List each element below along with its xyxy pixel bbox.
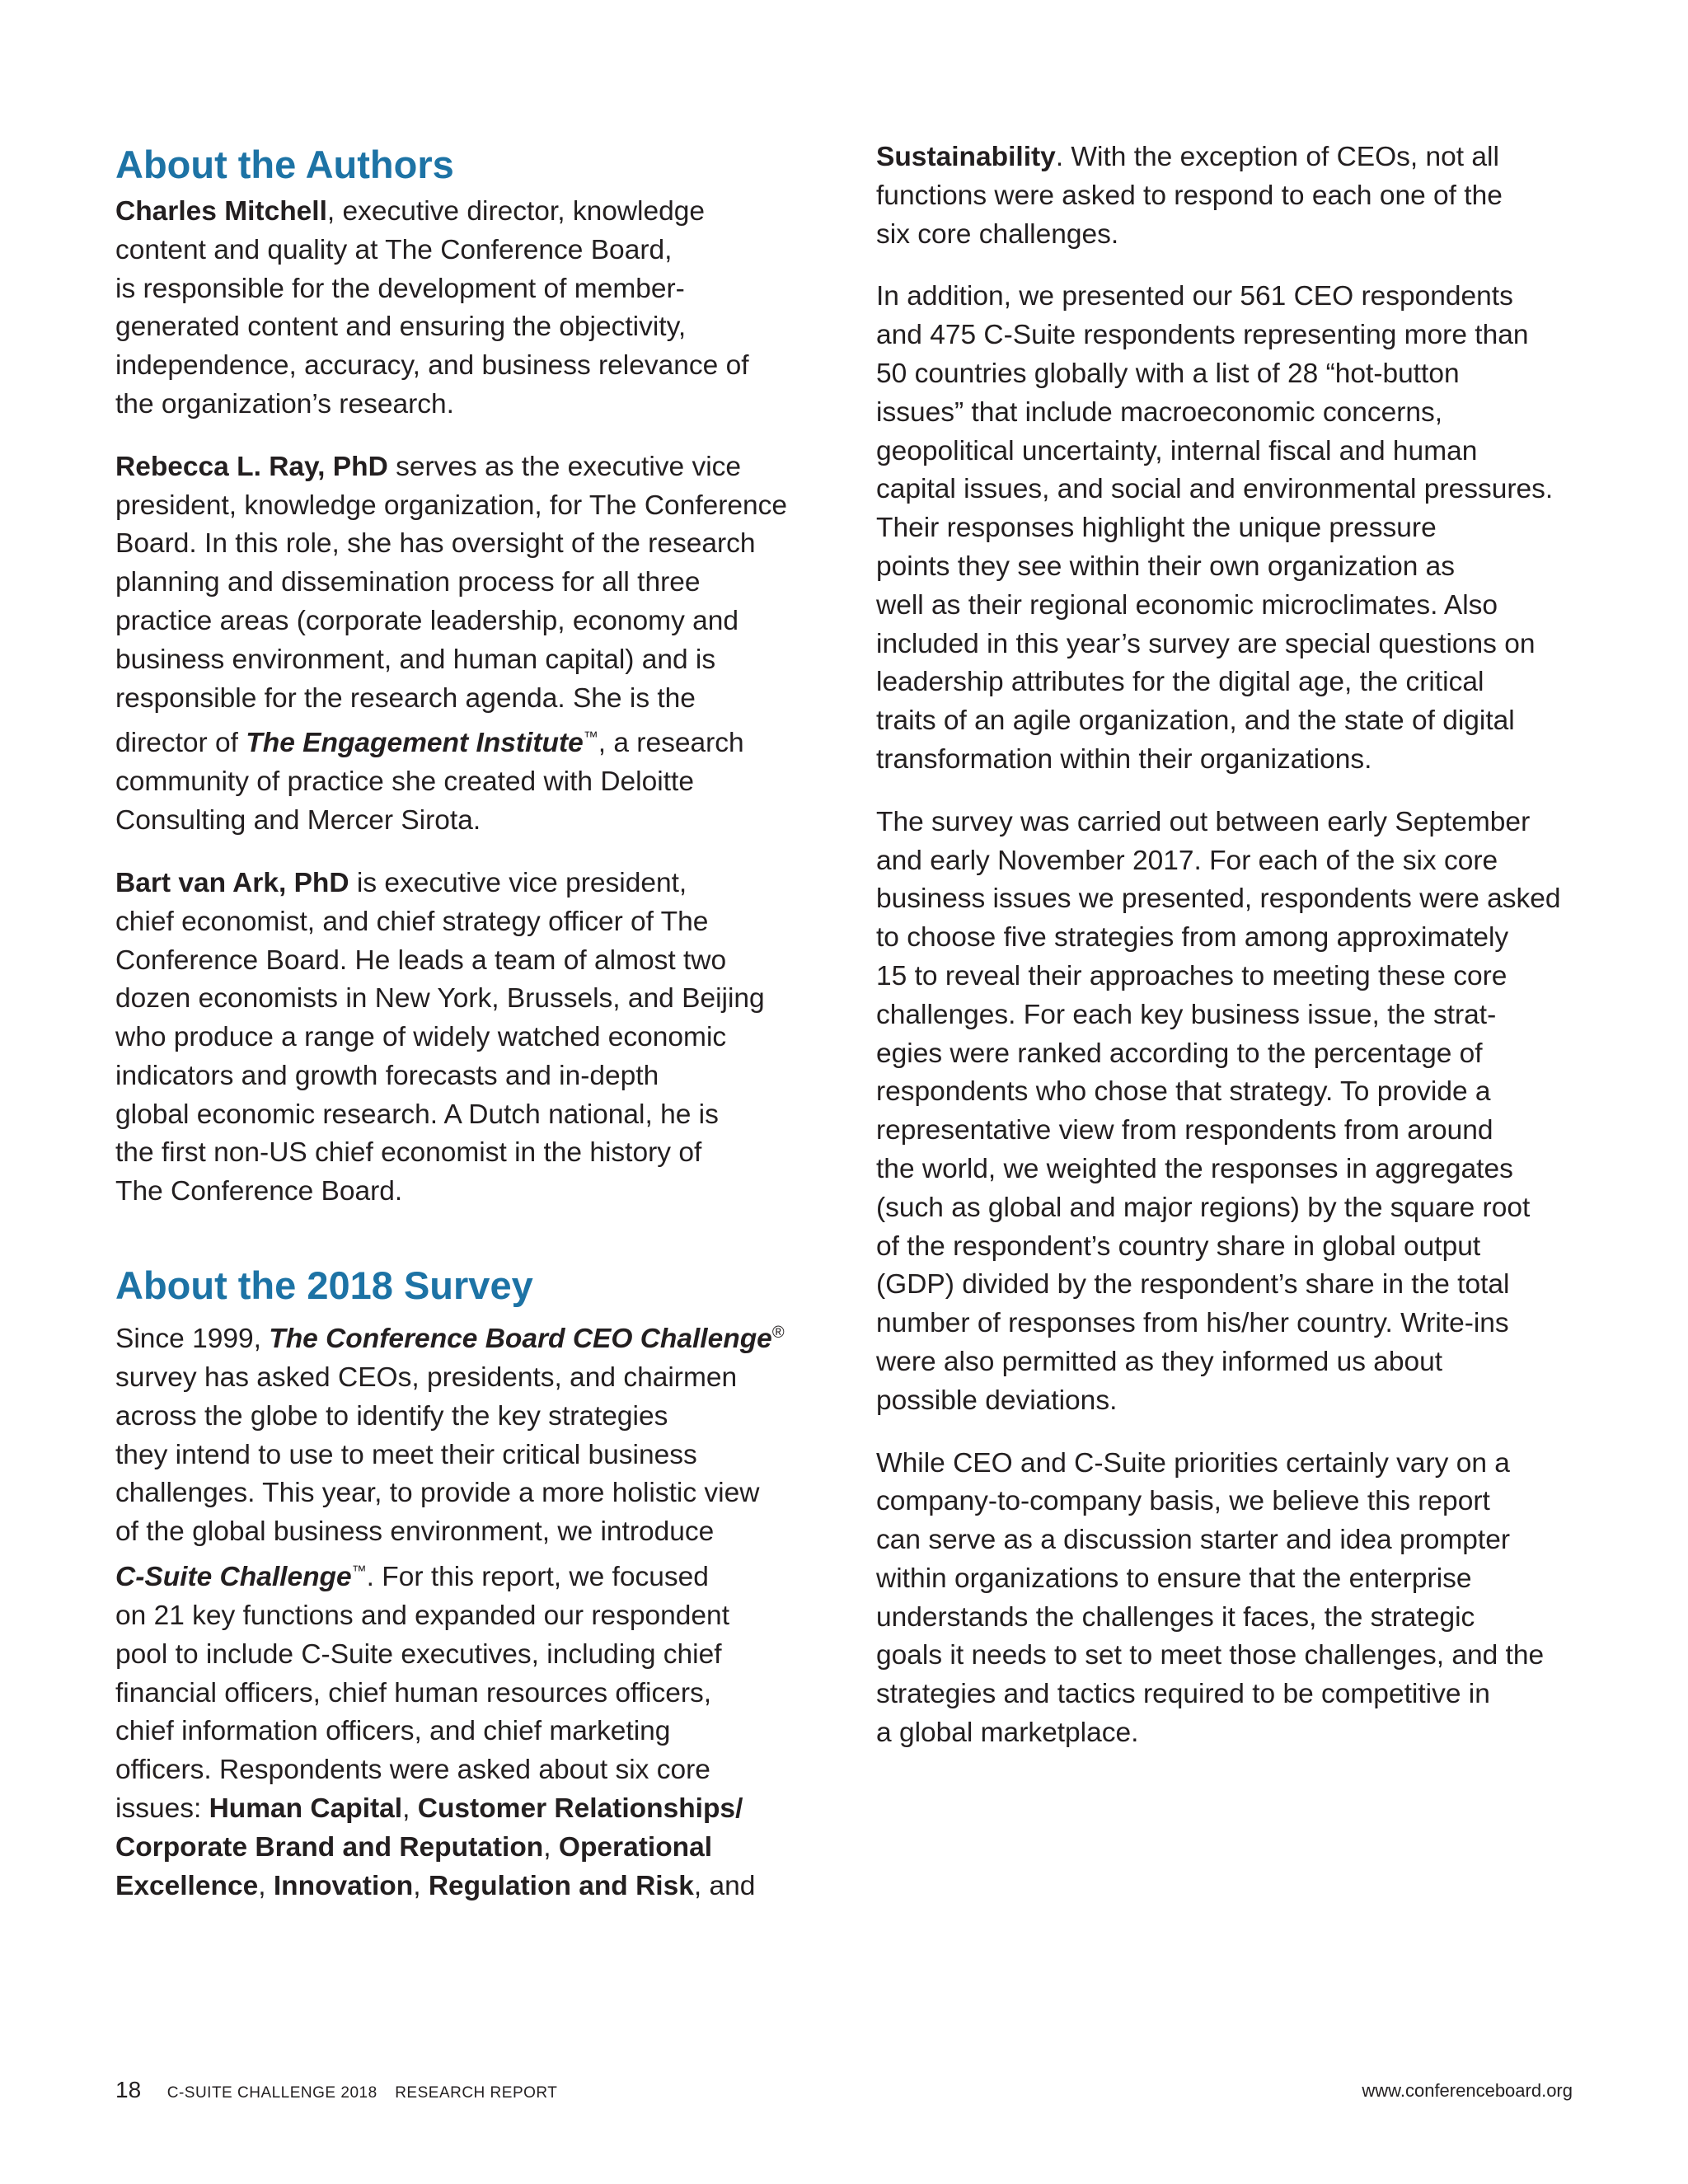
author-bio-van-ark: Bart van Ark, PhD is executive vice president, chief economist, and chief strategy officer of The Conference Board. He leads a team of almost two dozen economists in New York, Brussels, and Beijing who produce a range of widely watched economic indicators and growth forecasts and in-depth global economic research. A Dutch national, he is the first non-US chief economist in the history of The Conference Board. [115, 867, 765, 1207]
trademark-symbol: ™ [351, 1563, 367, 1580]
about-authors-heading: About the Authors [115, 143, 454, 186]
page-footer [115, 2077, 557, 2103]
about-survey-heading: About the 2018 Survey [115, 1263, 533, 1308]
issue-corporate-brand: Corporate Brand and Reputation [115, 1831, 544, 1863]
website-url: www.conferenceboard.org [1362, 2080, 1573, 2101]
issue-regulation-risk: Regulation and Risk [428, 1870, 694, 1901]
author-name: Bart van Ark, PhD [115, 867, 349, 898]
issue-human-capital: Human Capital [209, 1793, 403, 1824]
survey-continued-paragraph: Sustainability. With the exception of CEOs, not all functions were asked to respond to each one of the six core challenges. [876, 142, 1503, 250]
author-name: Charles Mitchell [115, 196, 327, 227]
methodology-paragraph: The survey was carried out between early September and early November 2017. For each of the six core business issues we presented, respondents were asked to choose five strategies from among approximately 15 to reveal their approaches to meeting these core challenges. For each key business issue, the strat- egies were ranked according to the percentage of respondents who chose that strategy. To provide a representative view from respondents from around the world, we weighted the responses in aggregates (such as global and major regions) by the square root of the respondent’s country share in global output (GDP) divided by the respondent’s share in the total number of responses from his/her country. Write-ins were also permitted as they informed us about possible deviations. [876, 806, 1561, 1416]
right-column [876, 138, 1585, 1777]
survey-description: Since 1999, The Conference Board CEO Challenge® survey has asked CEOs, presidents, and chairmen across the globe to identify the key strategies they intend to use to meet their critical business challenges. This year, to provide a more holistic view of the global business environment, we introduce C-Suite Challenge™. For this report, we focused on 21 key functions and expanded our respondent pool to include C-Suite executives, including chief financial officers, chief human resources officers, chief information officers, and chief marketing officers. Respondents were asked about six core issues: Human Capital, Customer Relationships/ Corporate Brand and Reputation, Operational Excellence, Innovation, Regulation and Risk, and [115, 1324, 785, 1901]
csuite-challenge-name: C-Suite Challenge [115, 1562, 352, 1593]
author-name: Rebecca L. Ray, PhD [115, 451, 388, 482]
report-type: RESEARCH REPORT [395, 2084, 558, 2102]
issue-customer-relationships: Customer Relationships/ [417, 1793, 743, 1824]
engagement-institute-name: The Engagement Institute [246, 728, 584, 759]
respondents-paragraph: In addition, we presented our 561 CEO respondents and 475 C-Suite respondents representing more than 50 countries globally with a list of 28 “hot-button issues” that include macroeconomic concerns, geopolitical uncertainty, internal fiscal and human capital issues, and social and environmental pressures. Their responses highlight the unique pressure points they see within their own organization as well as their regional economic microclimates. Also included in this year’s survey are special questions on leadership attributes for the digital age, the critical traits of an agile organization, and the state of digital transformation within their organizations. [876, 281, 1554, 775]
issue-excellence: Excellence [115, 1870, 259, 1901]
issue-sustainability: Sustainability [876, 142, 1056, 172]
trademark-symbol: ™ [583, 729, 598, 746]
issue-innovation: Innovation [273, 1870, 414, 1901]
author-bio-ray: Rebecca L. Ray, PhD serves as the executive vice president, knowledge organization, for The Conference Board. In this role, she has oversight of the research planning and dissemination process for all three practice areas (corporate leadership, economy and business environment, and human capital) and is responsible for the research agenda. She is the director of The Engagement Institute™, a research community of practice she created with Deloitte Consulting and Mercer Sirota. [115, 451, 788, 837]
author-bio-mitchell: Charles Mitchell, executive director, knowledge content and quality at The Conference Board, is responsible for the development of member- generated content and ensuring the objectivity, independence, accuracy, and business relevance of the organization’s research. [115, 196, 749, 419]
ceo-challenge-name: The Conference Board CEO Challenge [269, 1324, 772, 1355]
page-number: 18 [115, 2077, 142, 2102]
issue-operational: Operational [558, 1831, 713, 1863]
report-title: C-SUITE CHALLENGE 2018 [166, 2084, 377, 2102]
registered-symbol: ® [771, 1324, 785, 1343]
left-column [115, 138, 841, 1929]
conclusion-paragraph: While CEO and C-Suite priorities certainly vary on a company-to-company basis, we believe this report can serve as a discussion starter and idea prompter within organizations to ensure that the enterprise understands the challenges it faces, the strategic goals it needs to set to meet those challenges, and the strategies and tactics required to be competitive in a global marketplace. [876, 1447, 1545, 1749]
